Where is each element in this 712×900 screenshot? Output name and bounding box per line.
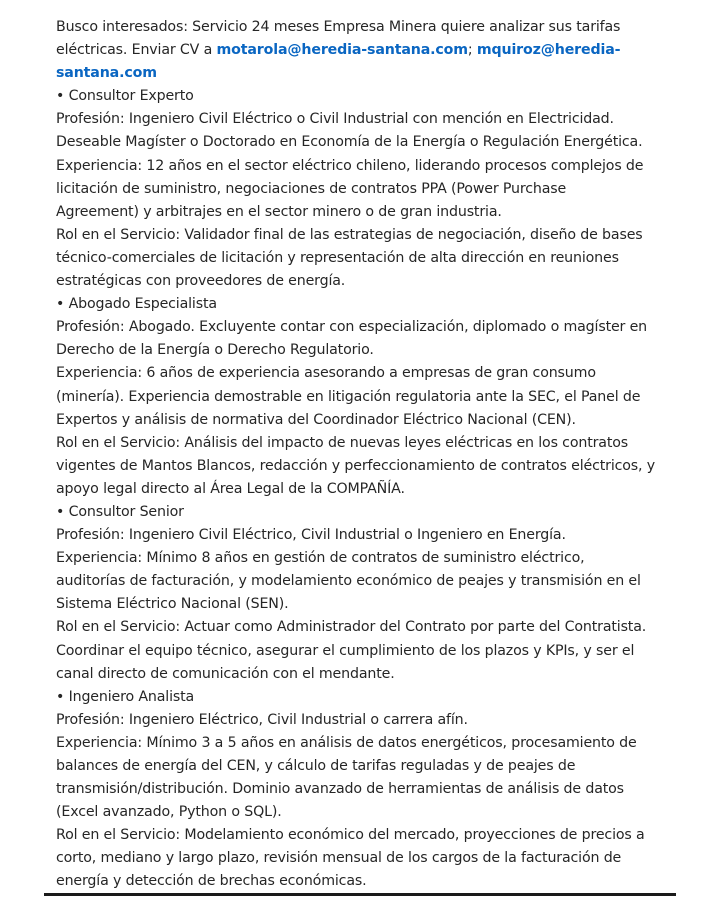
role-line: balances de energía del CEN, y cálculo de tarifas reguladas y de peajes de xyxy=(56,758,576,774)
role-line: Experiencia: Mínimo 3 a 5 años en análisis de datos energéticos, procesamiento de xyxy=(56,734,637,751)
role-line: (Excel avanzado, Python o SQL). xyxy=(56,804,282,821)
email-link-mquiroz-part2[interactable]: santana.com xyxy=(56,65,157,82)
role-line: técnico-comerciales de licitación y representación de alta dirección en reuniones xyxy=(56,249,619,266)
role-line: Agreement) y arbitrajes en el sector minero o de gran industria. xyxy=(56,203,502,220)
role-section-ingeniero-analista xyxy=(56,686,676,894)
email-link-motarola[interactable]: motarola@heredia-santana.com xyxy=(216,42,468,59)
role-line: licitación de suministro, negociaciones de contratos PPA (Power Purchase xyxy=(56,180,567,197)
role-line: estratégicas con proveedores de energía. xyxy=(56,273,346,290)
intro-text: eléctricas. Enviar CV a xyxy=(56,42,217,59)
role-section-consultor-senior xyxy=(56,501,676,686)
intro-line-with-emails xyxy=(56,39,676,62)
role-line: auditorías de facturación, y modelamiento económico de peajes y transmisión en el xyxy=(56,573,641,590)
role-line: Deseable Magíster o Doctorado en Economía de la Energía o Regulación Energética. xyxy=(56,134,643,151)
role-line: Profesión: Ingeniero Eléctrico, Civil Industrial o carrera afín. xyxy=(56,711,468,728)
role-line: Experiencia: 12 años en el sector eléctrico chileno, liderando procesos complejos de xyxy=(56,157,644,174)
intro-line: Busco interesados: Servicio 24 meses Empresa Minera quiere analizar sus tarifas xyxy=(56,19,621,35)
role-line: energía y detección de brechas económicas. xyxy=(56,873,367,890)
role-line: Rol en el Servicio: Validador final de las estrategias de negociación, diseño de bases xyxy=(56,226,643,243)
role-line: Expertos y análisis de normativa del Coordinador Eléctrico Nacional (CEN). xyxy=(56,411,576,428)
role-title: • Consultor Senior xyxy=(56,503,184,520)
role-line: canal directo de comunicación con el mendante. xyxy=(56,665,395,682)
role-title: • Ingeniero Analista xyxy=(56,688,195,705)
role-line: Derecho de la Energía o Derecho Regulatorio. xyxy=(56,342,374,359)
role-line: Profesión: Ingeniero Civil Eléctrico, Civil Industrial o Ingeniero en Energía. xyxy=(56,527,566,544)
role-line: apoyo legal directo al Área Legal de la COMPAÑÍA. xyxy=(56,480,405,497)
email-link-mquiroz-part1[interactable]: mquiroz@heredia- xyxy=(476,42,621,59)
role-line: corto, mediano y largo plazo, revisión mensual de los cargos de la facturación de xyxy=(56,850,622,867)
role-title: • Abogado Especialista xyxy=(56,296,217,313)
role-line: Profesión: Abogado. Excluyente contar con especialización, diplomado o magíster en xyxy=(56,319,648,336)
role-section-abogado-especialista xyxy=(56,293,676,501)
post-body xyxy=(56,16,676,894)
bottom-divider xyxy=(44,893,676,896)
role-line: Experiencia: Mínimo 8 años en gestión de contratos de suministro eléctrico, xyxy=(56,550,585,567)
email-continuation-line xyxy=(56,62,676,85)
role-line: vigentes de Mantos Blancos, redacción y perfeccionamiento de contratos eléctricos, y xyxy=(56,457,656,474)
role-line: Rol en el Servicio: Actuar como Administrador del Contrato por parte del Contratista. xyxy=(56,619,647,636)
role-line: Sistema Eléctrico Nacional (SEN). xyxy=(56,596,289,613)
email-separator: ; xyxy=(467,42,477,59)
role-line: Rol en el Servicio: Modelamiento económico del mercado, proyecciones de precios a xyxy=(56,827,645,844)
roles-list xyxy=(56,85,676,893)
role-line: Rol en el Servicio: Análisis del impacto de nuevas leyes eléctricas en los contratos xyxy=(56,434,629,451)
role-line: (minería). Experiencia demostrable en litigación regulatoria ante la SEC, el Panel de xyxy=(56,388,641,405)
role-line: Coordinar el equipo técnico, asegurar el cumplimiento de los plazos y KPIs, y ser el xyxy=(56,642,635,659)
role-title: • Consultor Experto xyxy=(56,88,194,105)
role-section-consultor-experto xyxy=(56,85,676,293)
role-line: transmisión/distribución. Dominio avanzado de herramientas de análisis de datos xyxy=(56,781,624,798)
role-line: Profesión: Ingeniero Civil Eléctrico o Civil Industrial con mención en Electricidad. xyxy=(56,111,614,128)
role-line: Experiencia: 6 años de experiencia asesorando a empresas de gran consumo xyxy=(56,365,596,382)
